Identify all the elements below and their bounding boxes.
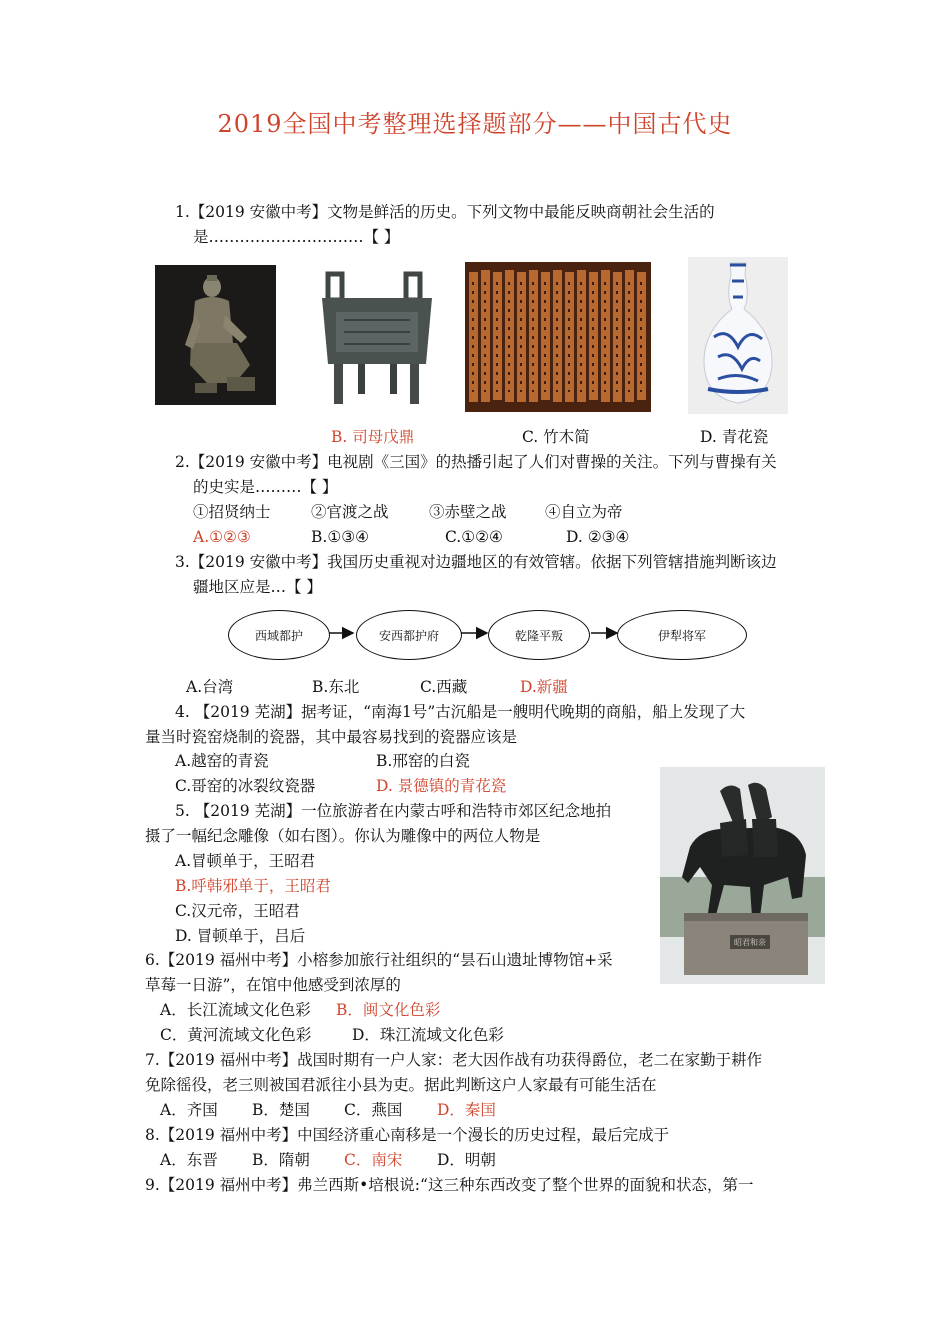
q5-stem-line2: 摄了一幅纪念雕像（如右图）。你认为雕像中的两位人物是 [145, 827, 541, 845]
q5-option-a: A.冒顿单于，王昭君 [175, 852, 316, 870]
q7-stem-line2: 免除徭役，老三则被国君派往小县为吏。据此判断这户人家最有可能生活在 [145, 1076, 657, 1094]
q4-option-c: C.哥窑的冰裂纹瓷器 [175, 777, 316, 795]
q2-option-b: B.①③④ [311, 528, 370, 546]
q6-option-a: A．长江流域文化色彩 [160, 1001, 311, 1019]
q7-option-a: A．齐国 [160, 1101, 218, 1119]
q2-item-3: ③赤壁之战 [429, 503, 507, 521]
q1-option-d: D. 青花瓷 [700, 428, 769, 446]
q8-option-d: D．明朝 [437, 1151, 496, 1169]
q3-stem-line2: 疆地区应是…【 】 [193, 578, 322, 596]
q2-item-4: ④自立为帝 [545, 503, 623, 521]
q4-option-b: B.邢窑的白瓷 [376, 752, 470, 770]
q3-stem-line1: 3.【2019 安徽中考】我国历史重视对边疆地区的有效管辖。依据下列管辖措施判断该边 [175, 553, 777, 571]
q2-option-a: A.①②③ [193, 528, 251, 546]
q6-stem-line2: 草莓一日游”，在馆中他感受到浓厚的 [145, 976, 401, 994]
q3-option-d: D.新疆 [520, 678, 568, 696]
q3-option-c: C.西藏 [420, 678, 468, 696]
q2-option-c: C.①②④ [445, 528, 503, 546]
q2-item-2: ②官渡之战 [311, 503, 389, 521]
q6-option-c: C．黄河流域文化色彩 [160, 1026, 312, 1044]
blue-white-vase-image [688, 257, 788, 414]
q9-stem-line1: 9.【2019 福州中考】弗兰西斯•培根说:“这三种东西改变了整个世界的面貌和状态，第一 [145, 1176, 754, 1194]
q7-option-b: B．楚国 [252, 1101, 310, 1119]
statue-image [660, 767, 825, 984]
q3-option-a: A.台湾 [186, 678, 234, 696]
statue-plaque-text: 昭君和亲 [734, 938, 766, 947]
terracotta-warrior-image [155, 265, 276, 405]
q5-option-b: B.呼韩邪单于，王昭君 [175, 877, 331, 895]
q6-stem-line1: 6.【2019 福州中考】小榕参加旅行社组织的“昙石山遗址博物馆+采 [145, 951, 613, 969]
q8-stem-line1: 8.【2019 福州中考】中国经济重心南移是一个漫长的历史过程，最后完成于 [145, 1126, 670, 1144]
flow-node-4: 伊犁将军 [617, 610, 747, 660]
bamboo-slips-image [465, 262, 651, 412]
q1-option-b: B. 司母戊鼎 [331, 428, 415, 446]
q6-option-d: D．珠江流域文化色彩 [352, 1026, 504, 1044]
q1-stem-line2: 是…………………………【 】 [193, 228, 400, 246]
q5-option-d: D. 冒顿单于，吕后 [175, 927, 306, 945]
simuwu-ding-image [318, 268, 436, 408]
q4-option-a: A.越窑的青瓷 [175, 752, 269, 770]
q2-stem-line2: 的史实是………【 】 [193, 478, 338, 496]
q4-stem-line1: 4. 【2019 芜湖】据考证，“南海1号”古沉船是一艘明代晚期的商船，船上发现了大 [175, 703, 746, 721]
q7-stem-line1: 7.【2019 福州中考】战国时期有一户人家：老大因作战有功获得爵位，老二在家勤于耕作 [145, 1051, 763, 1069]
q6-option-b: B．闽文化色彩 [336, 1001, 441, 1019]
q7-option-c: C．燕国 [344, 1101, 403, 1119]
q8-option-c: C．南宋 [344, 1151, 403, 1169]
q5-stem-line1: 5. 【2019 芜湖】一位旅游者在内蒙古呼和浩特市郊区纪念地拍 [175, 802, 612, 820]
flow-node-3: 乾隆平叛 [488, 610, 590, 660]
q5-option-c: C.汉元帝，王昭君 [175, 902, 300, 920]
q2-option-d: D. ②③④ [566, 528, 630, 546]
q2-stem-line1: 2.【2019 安徽中考】电视剧《三国》的热播引起了人们对曹操的关注。下列与曹操有关 [175, 453, 777, 471]
q4-stem-line2: 量当时瓷窑烧制的瓷器，其中最容易找到的瓷器应该是 [145, 728, 518, 746]
q1-stem-line1: 1.【2019 安徽中考】文物是鲜活的历史。下列文物中最能反映商朝社会生活的 [175, 203, 715, 221]
q4-option-d: D. 景德镇的青花瓷 [376, 777, 507, 795]
q1-option-c: C. 竹木简 [522, 428, 590, 446]
flow-node-1: 西域都护 [228, 610, 330, 660]
q8-option-a: A．东晋 [160, 1151, 218, 1169]
q2-item-1: ①招贤纳士 [193, 503, 271, 521]
q7-option-d: D．秦国 [437, 1101, 496, 1119]
q3-option-b: B.东北 [312, 678, 360, 696]
flow-node-2: 安西都护府 [356, 610, 462, 660]
page-title: 2019全国中考整理选择题部分——中国古代史 [217, 110, 733, 138]
q8-option-b: B．隋朝 [252, 1151, 310, 1169]
